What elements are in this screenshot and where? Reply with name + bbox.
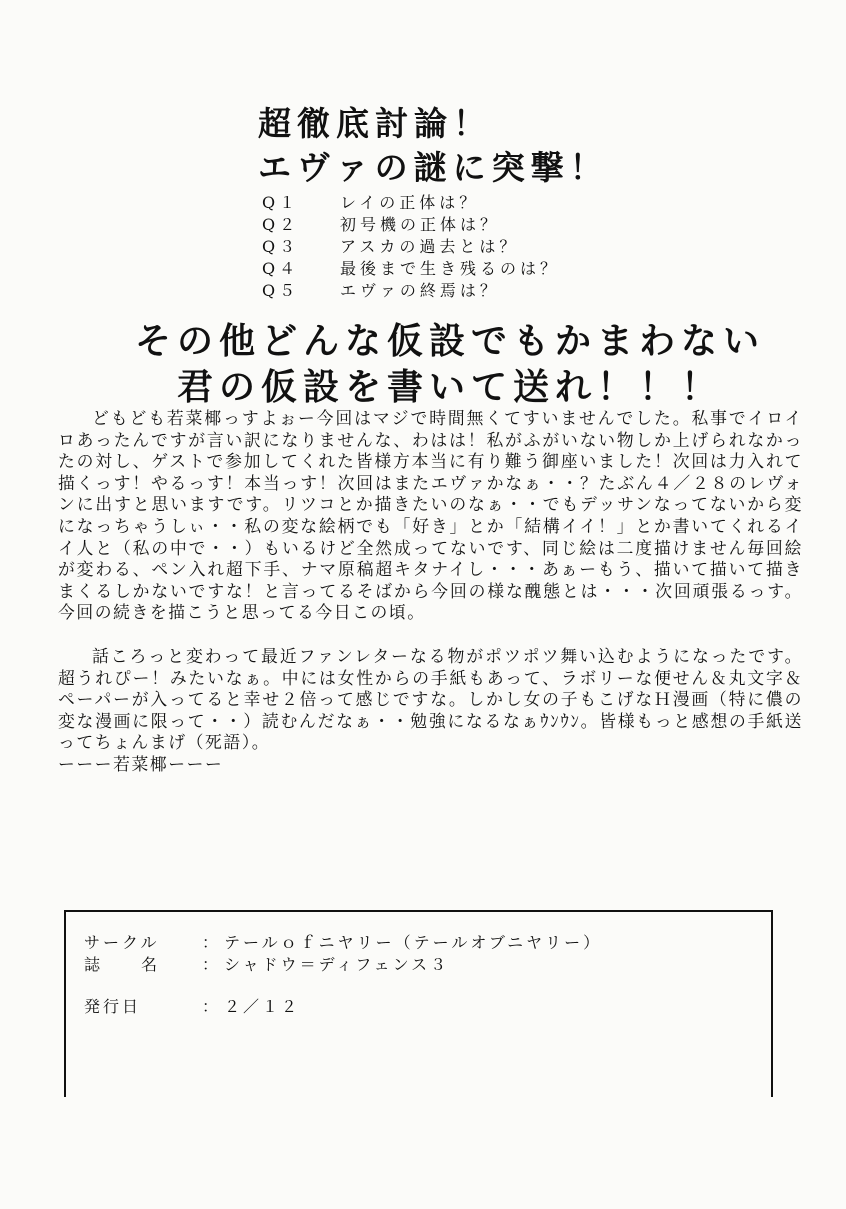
info-row-date xyxy=(84,994,300,1017)
question-item xyxy=(262,280,642,302)
date-value: ２／１２ xyxy=(224,997,301,1016)
question-item xyxy=(262,258,642,280)
question-text: エヴァの終焉は？ xyxy=(340,281,500,300)
body-text xyxy=(58,408,803,776)
question-text: アスカの過去とは？ xyxy=(340,237,520,256)
question-item xyxy=(262,214,642,236)
question-number: Q３ xyxy=(262,237,300,256)
question-number: Q１ xyxy=(262,193,300,212)
title-value: シャドウ＝ディフェンス３ xyxy=(224,955,450,974)
question-number: Q４ xyxy=(262,259,300,278)
info-row-circle xyxy=(84,930,602,953)
question-list xyxy=(262,192,642,302)
question-number: Q２ xyxy=(262,215,300,234)
circle-value: テールｏｆニヤリー（テールオブニヤリー） xyxy=(224,933,603,952)
author-signoff: ーーー若菜椰ーーー xyxy=(58,753,224,774)
title-block xyxy=(258,102,718,190)
appeal-heading xyxy=(60,318,840,410)
question-text: 最後まで生き残るのは？ xyxy=(340,259,561,278)
question-item xyxy=(262,236,642,258)
body-paragraph-2: 話ころっと変わって最近ファンレターなる物がポツポツ舞い込むようになったです。超うれぴー！みたいなぁ。中には女性からの手紙もあって、ラボリーな便せん＆丸文字＆ペーパーが入ってると幸せ２倍って感じですな。しかし女の子もこげなＨ漫画（特に儂の変な漫画に限って・・）読むんだなぁ・・勉強になるなぁｳﾝｳﾝ。皆様もっと感想の手紙送ってちょんまげ（死語）。 xyxy=(58,645,803,753)
title-label: 誌 名 xyxy=(84,955,161,974)
question-item xyxy=(262,192,642,214)
appeal-line-2: 君の仮設を書いて送れ！！！ xyxy=(176,366,723,408)
separator: ： xyxy=(202,955,222,974)
publication-info-box xyxy=(64,910,773,1097)
info-row-title xyxy=(84,952,449,975)
title-line-2: エヴァの謎に突撃！ xyxy=(258,148,609,187)
question-number: Q５ xyxy=(262,281,300,300)
appeal-line-1: その他どんな仮設でもかまわない xyxy=(134,320,765,362)
body-paragraph-1: どもども若菜椰っすよぉー今回はマジで時間無くてすいませんでした。私事でイロイロあったんですが言い訳になりませんな、わはは！私がふがいない物しか上げられなかったの対し、ゲストで参加してくれた皆様方本当に有り難う御座いました！次回は力入れて描くっす！やるっす！本当っす！次回はまたエヴァかなぁ・・？たぶん４／２８のレヴォンに出すと思いますです。リツコとか描きたいのなぁ・・でもデッサンなってないから変になっちゃうしぃ・・私の変な絵柄でも「好き」とか「結構イイ！」とか書いてくれるイイ人と（私の中で・・）もいるけど全然成ってないです、同じ絵は二度描けません毎回絵が変わる、ペン入れ超下手、ナマ原稿超キタナイし・・・あぁーもう、描いて描いて描きまくるしかないですな！と言ってるそばから今回の様な醜態とは・・・次回頑張るっす。今回の続きを描こうと思ってる今日この頃。 xyxy=(58,408,803,623)
circle-label: サークル xyxy=(84,933,160,952)
title-line-1: 超徹底討論！ xyxy=(258,104,492,143)
question-text: レイの正体は？ xyxy=(340,193,480,212)
separator: ： xyxy=(202,997,222,1016)
date-label: 発行日 xyxy=(84,997,142,1016)
separator: ： xyxy=(202,933,222,952)
question-text: 初号機の正体は？ xyxy=(340,215,501,234)
